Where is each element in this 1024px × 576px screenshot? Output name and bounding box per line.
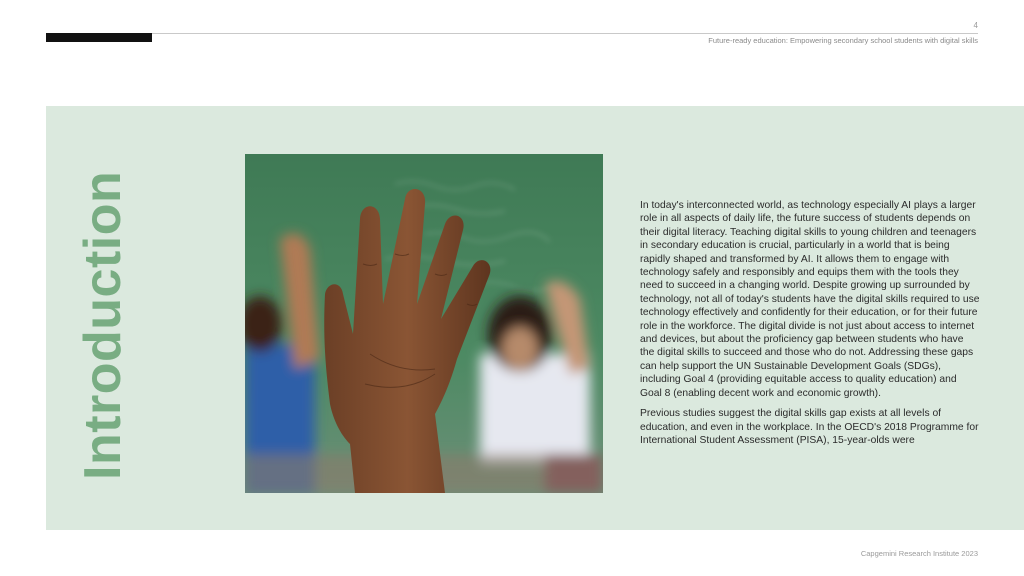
body-paragraph: Previous studies suggest the digital skills gap exists at all levels of education, and even in the workplace. In the OECD's 2018 Programme for International Student Assessment (PISA), 15-year-olds were	[640, 408, 979, 446]
page-number: 4	[973, 21, 978, 30]
header-rule	[46, 33, 978, 34]
running-title: Future-ready education: Empowering secondary school students with digital skills	[708, 36, 978, 45]
body-text	[640, 199, 980, 454]
footer-source: Capgemini Research Institute 2023	[860, 549, 978, 558]
header-accent-bar	[46, 33, 152, 42]
body-paragraph: In today's interconnected world, as technology especially AI plays a larger role in all aspects of daily life, the future success of students depends on their digital literacy. Teaching digital skills to young children and teenagers in secondary education is crucial, particularly in a world that is being rapidly shaped and transformed by AI. It allows them to engage with technology safely and responsibly and equips them with the tools they need to succeed in a changing world. Despite growing up surrounded by technology, not all of today's students have the digital skills required to use technology effectively and confidently for their education, or for their future role in the workforce. The digital divide is not just about access to internet and devices, but about the proficiency gap between students who have the digital skills to succeed and those who do not. Addressing these gaps can help support the UN Sustainable Development Goals (SDGs), including Goal 4 (providing equitable access to quality education) and Goal 8 (enabling decent work and economic growth).	[640, 200, 980, 399]
section-title: Introduction	[74, 170, 132, 480]
raised-hand-classroom-photo	[245, 154, 603, 493]
